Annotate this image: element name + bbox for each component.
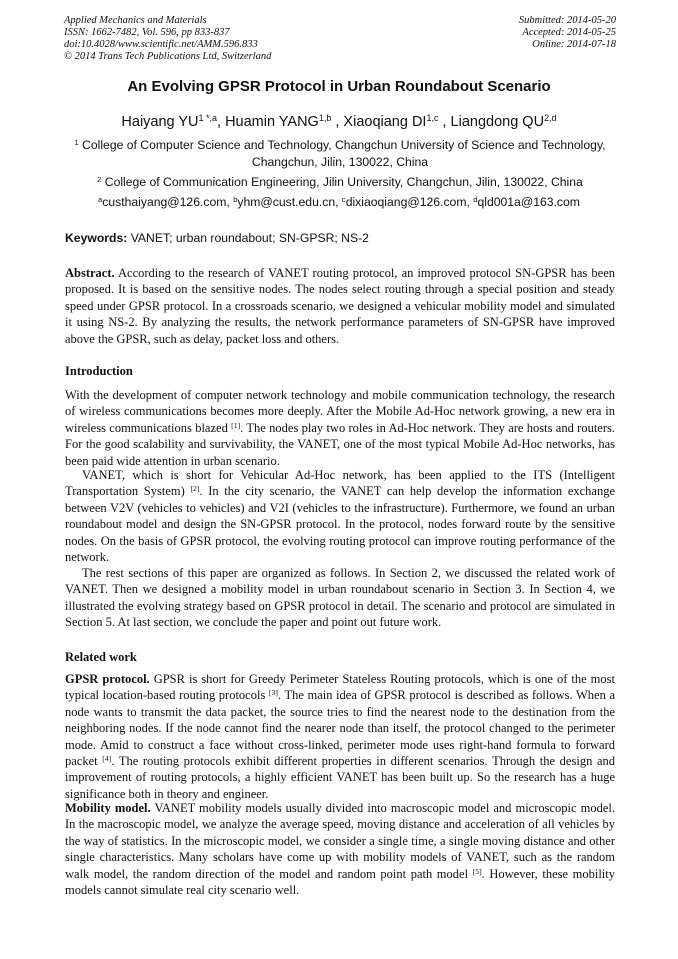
email-sup: d [473,194,478,204]
author-affil-sup: 1 *,a [198,113,218,124]
journal-header [64,15,271,63]
paragraph-text: VANET, which is short for Vehicular Ad-Hoc network, has been applied to the ITS (Intelligent Transportation System) [65,468,615,499]
paragraph-text: . The nodes play two roles in Ad-Hoc network. They are hosts and routers. For the good scalability and survivability, the VANET, one of the most typical Mobile Ad-Hoc networks, has been paid wide attention in urban scenario. [65,420,615,468]
introduction-paragraph-2 [65,467,615,565]
keywords-text: VANET; urban roundabout; SN-GPSR; NS-2 [127,231,369,245]
affiliation-2 [60,174,620,191]
author-affil-sup: 1,b [318,113,332,124]
affiliation-text: College of Communication Engineering, Jilin University, Changchun, Jilin, 130022, China [104,175,583,189]
author-affil-sup: 2,d [544,113,557,124]
issn-line: ISSN: 1662-7482, Vol. 596, pp 833-837 [64,27,230,38]
paragraph-text: GPSR is short for Greedy Perimeter Stateless Routing protocols, which is one of the most typical location-based routing protocols [65,672,615,703]
related-work-heading: Related work [65,650,137,664]
paragraph-text: . The main idea of GPSR protocol is described as follows. When a node wants to transmit the data packet, the source tries to find the nearest node to the destination from the neighboring nodes. If the node cannot find the nearer node than itself, the protocol changed to the perimeter mode. Amid to construct a face without cross-linked, perimeter mode uses right-hand formula to forward packet [65,688,615,769]
email-separator: , [226,195,234,209]
dates-header [519,15,616,51]
introduction-paragraph-1 [65,387,615,469]
email-separator: , [335,195,342,209]
copyright-line: © 2014 Trans Tech Publications Ltd, Switzerland [64,51,272,62]
accepted-date: Accepted: 2014-05-25 [522,27,616,38]
online-date: Online: 2014-07-18 [532,39,616,50]
paragraph-text: . However, these mobility models cannot simulate real city scenario well. [65,866,615,898]
email-address[interactable]: dixiaoqiang@126.com [345,195,467,209]
affiliation-number: 1 [74,137,79,147]
introduction-paragraph-3: The rest sections of this paper are organized as follows. In Section 2, we discussed the related work of VANET. Then we designed a mobility model in urban roundabout scenario in Section 3. In Section 4, we illustrated the evolving strategy based on GPSR protocol in detail. The scenario and protocol are simulated in Section 5. At last section, we conclude the paper and point out future work. [65,566,615,630]
affiliation-text: College of Computer Science and Technology, Changchun University of Science and Technology, Changchun, Jilin, 130022, China [82,138,606,169]
affiliation-1 [60,137,620,171]
mobility-model-paragraph [65,800,615,898]
paragraph-text: . The routing protocols exhibit different properties in different scenarios. Through the design and improvement of routing protocols, a highly efficient VANET has been built up. So the research has a huge significance both in theory and engineer. [65,754,615,801]
email-address[interactable]: custhaiyang@126.com [102,195,227,209]
author-name: Liangdong QU [450,114,545,130]
paragraph-text: With the development of computer network technology and mobile communication technology, the research of wireless communications becomes more deeply. After the Mobile Ad-Hoc network growing, a new era in wireless communications blazed [65,388,615,435]
abstract-label: Abstract. [65,266,115,280]
keywords-line [65,231,615,245]
citation-ref: [4] [102,753,112,763]
submitted-date: Submitted: 2014-05-20 [518,15,616,26]
author-separator: , [331,114,344,130]
author-affil-sup: 1,c [426,113,439,124]
email-sup: c [341,194,346,204]
paper-title: An Evolving GPSR Protocol in Urban Roundabout Scenario [127,78,551,95]
paragraph-text: VANET mobility models usually divided into macroscopic model and microscopic model. In the macroscopic model, we analyze the average speed, moving distance and acceleration of all vehicles by the way of statistics. In the microscopic model, we consider a single time, a single moving distance and other single characteristics. Many scholars have come up with mobility models of VANET, such as the random walk model, the random direction of the model and random point path model [65,801,615,881]
citation-ref: [5] [472,866,482,876]
email-address[interactable]: qld001a@163.com [477,195,580,209]
email-sup: b [233,194,238,204]
author-separator: , [438,114,451,130]
keywords-label: Keywords: [65,231,128,245]
author-name: Xiaoqiang DI [343,114,427,130]
citation-ref: [3] [268,688,278,698]
email-address[interactable]: yhm@cust.edu.cn [237,195,336,209]
author-name: Haiyang YU [121,114,199,130]
affiliation-number: 2 [97,174,102,184]
doi-line: doi:10.4028/www.scientific.net/AMM.596.833 [64,39,258,50]
author-separator: , [217,114,226,130]
mobility-label: Mobility model. [65,801,151,815]
email-sup: a [98,194,103,204]
paragraph-text: . In the city scenario, the VANET can help develop the information exchange between V2V (vehicles to vehicles) and V2I (vehicles to the infrastructure). Furthermore, we found an urban roundabout model and design the SN-GPSR protocol. In the protocol, nodes forward route by the sensitive nodes. On the basis of GPSR protocol, the evolving routing protocol can improve routing performance of the network. [65,484,616,565]
introduction-heading: Introduction [65,364,133,378]
author-list [0,114,678,130]
email-list [0,195,678,209]
citation-ref: [1] [231,420,241,430]
author-name: Huamin YANG [225,114,319,130]
gpsr-label: GPSR protocol. [65,672,150,686]
abstract-paragraph [65,265,615,347]
gpsr-paragraph [65,671,615,802]
abstract-text: According to the research of VANET routing protocol, an improved protocol SN-GPSR has been proposed. It is based on the sensitive nodes. The nodes select routing through a special position and steady speed under GPSR protocol. In a crossroads scenario, we designed a vehicular mobility model and simulated it using NS-2. By analyzing the results, the network performance parameters of SN-GPSR have improved above the GPSR, such as delay, packet loss and others. [65,266,615,346]
citation-ref: [2] [190,484,200,494]
journal-name: Applied Mechanics and Materials [64,15,207,26]
email-separator: , [466,195,474,209]
